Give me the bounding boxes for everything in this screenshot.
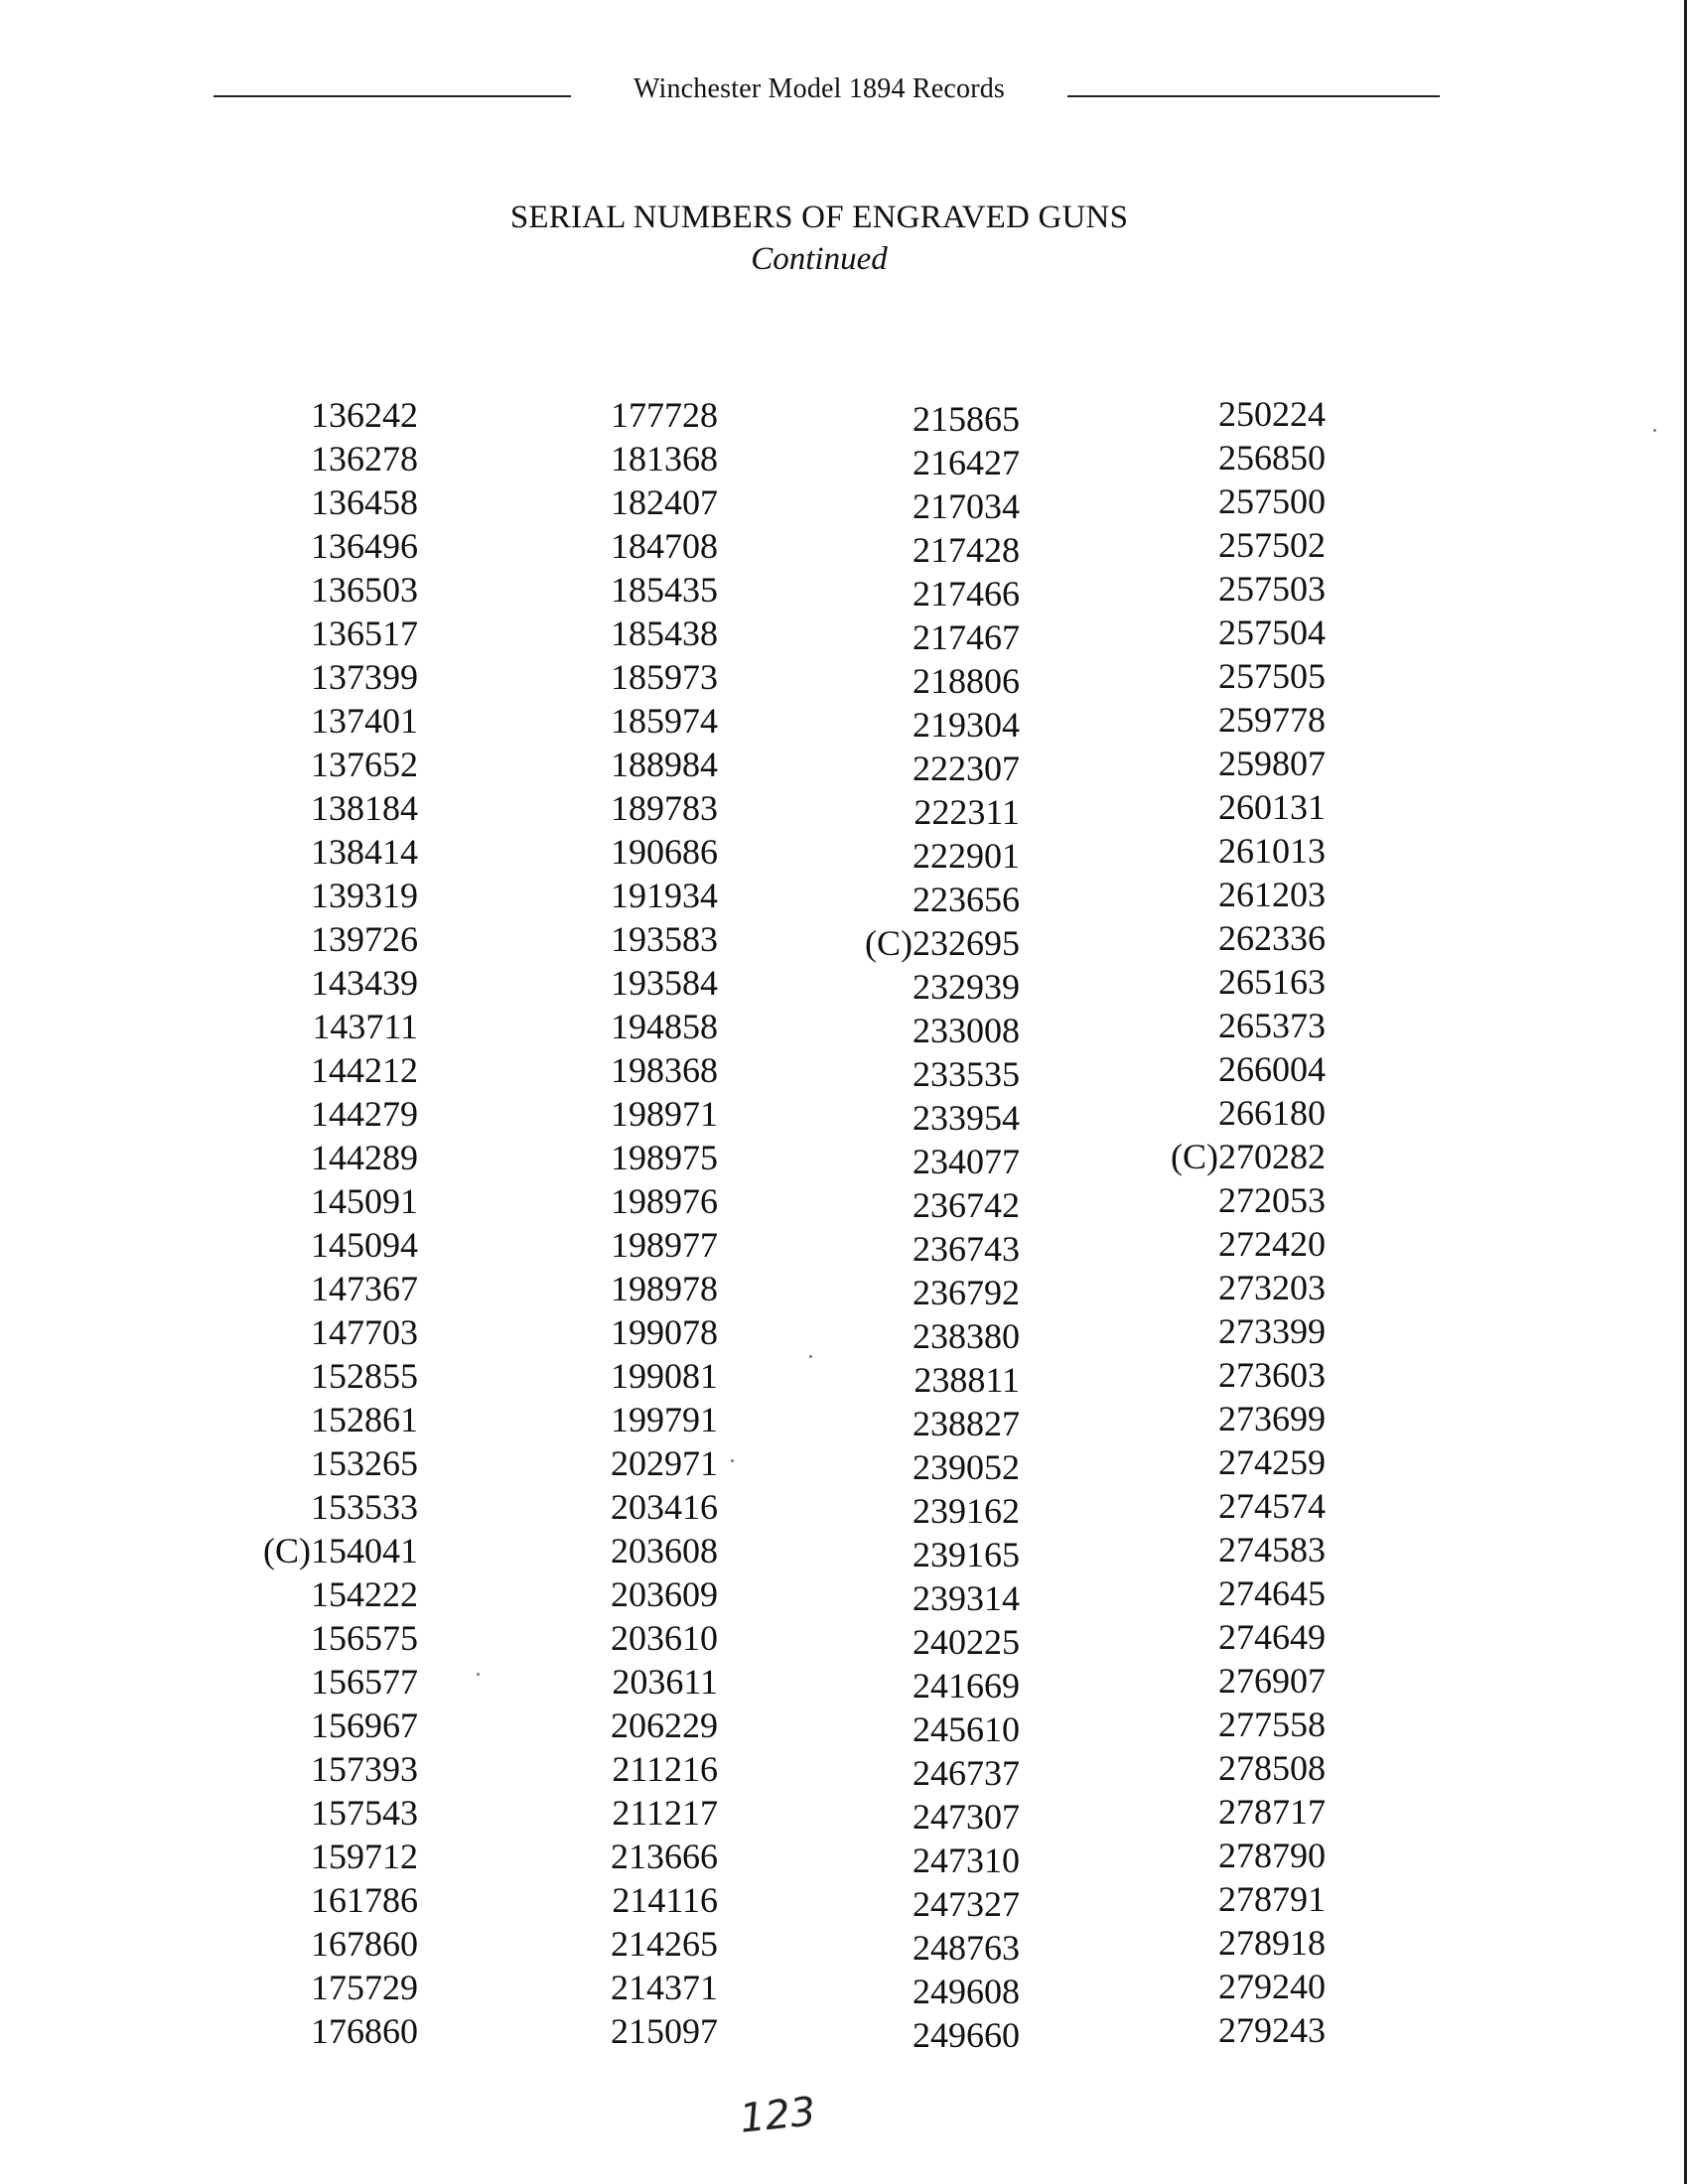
serial-number: 265373 bbox=[1218, 1006, 1326, 1045]
serial-number: 236743 bbox=[913, 1229, 1020, 1269]
serial-number: 198368 bbox=[611, 1050, 718, 1090]
serial-number: (C)270282 bbox=[1171, 1137, 1326, 1176]
serial-number: 203416 bbox=[611, 1487, 718, 1527]
serial-number: 215865 bbox=[913, 399, 1020, 439]
serial-number: 273399 bbox=[1218, 1311, 1326, 1351]
serial-number: 198971 bbox=[611, 1094, 718, 1134]
serial-number: 215097 bbox=[611, 2011, 718, 2051]
serial-number: 274649 bbox=[1218, 1617, 1326, 1657]
serial-number: 279240 bbox=[1218, 1967, 1326, 2006]
serial-number: 257502 bbox=[1218, 525, 1326, 565]
serial-number: 222311 bbox=[914, 792, 1020, 832]
serial-number: 137399 bbox=[311, 657, 418, 697]
serial-number: 185973 bbox=[611, 657, 718, 697]
serial-number: 223656 bbox=[913, 880, 1020, 919]
serial-number: 248763 bbox=[913, 1928, 1020, 1968]
serial-number: 257503 bbox=[1218, 569, 1326, 609]
serial-column-2 bbox=[480, 393, 718, 2053]
serial-number: 247310 bbox=[913, 1841, 1020, 1880]
serial-number: 266180 bbox=[1218, 1093, 1326, 1133]
serial-number: 257505 bbox=[1218, 656, 1326, 696]
serial-number: 136458 bbox=[311, 482, 418, 522]
serial-number: 278717 bbox=[1218, 1792, 1326, 1832]
serial-number: 233954 bbox=[913, 1098, 1020, 1138]
serial-number: 139726 bbox=[311, 919, 418, 959]
header-rule-right bbox=[1067, 95, 1440, 97]
serial-number: 249660 bbox=[913, 2015, 1020, 2055]
serial-number: 233535 bbox=[913, 1054, 1020, 1094]
serial-number: 262336 bbox=[1218, 918, 1326, 958]
serial-number: 274583 bbox=[1218, 1530, 1326, 1570]
serial-number: 137652 bbox=[311, 745, 418, 784]
serial-number: 175729 bbox=[311, 1968, 418, 2007]
serial-number: 193583 bbox=[611, 919, 718, 959]
scan-speck bbox=[477, 1673, 480, 1676]
serial-number: 273603 bbox=[1218, 1355, 1326, 1395]
serial-number: 278918 bbox=[1218, 1923, 1326, 1963]
serial-number: 181368 bbox=[611, 439, 718, 478]
serial-number: 144212 bbox=[311, 1050, 418, 1090]
serial-number: 182407 bbox=[611, 482, 718, 522]
serial-number: 272053 bbox=[1218, 1180, 1326, 1220]
handwritten-page-number: 123 bbox=[737, 2089, 818, 2142]
serial-number: 257500 bbox=[1218, 481, 1326, 521]
serial-number: 203609 bbox=[611, 1574, 718, 1614]
serial-number: 273203 bbox=[1218, 1268, 1326, 1307]
serial-number: 203608 bbox=[611, 1531, 718, 1570]
serial-number: 239162 bbox=[913, 1491, 1020, 1531]
serial-number: 233008 bbox=[913, 1011, 1020, 1050]
serial-number: 277558 bbox=[1218, 1705, 1326, 1744]
title-block bbox=[0, 197, 1638, 280]
serial-number: 240225 bbox=[913, 1622, 1020, 1662]
serial-number: 260131 bbox=[1218, 787, 1326, 827]
serial-number: 257504 bbox=[1218, 613, 1326, 652]
serial-number: 203610 bbox=[611, 1618, 718, 1658]
serial-number: 214116 bbox=[612, 1880, 718, 1920]
serial-number: 245610 bbox=[913, 1709, 1020, 1749]
serial-number: 222901 bbox=[913, 836, 1020, 876]
serial-number: 274574 bbox=[1218, 1486, 1326, 1526]
serial-number: 261203 bbox=[1218, 875, 1326, 914]
serial-number: 238827 bbox=[913, 1404, 1020, 1443]
serial-number: 198975 bbox=[611, 1138, 718, 1177]
page-subtitle: Continued bbox=[751, 241, 888, 277]
serial-number: 218806 bbox=[913, 661, 1020, 701]
serial-number: 145091 bbox=[311, 1181, 418, 1221]
serial-number: 217034 bbox=[913, 486, 1020, 526]
serial-number: 191934 bbox=[611, 876, 718, 915]
serial-number: 184708 bbox=[611, 526, 718, 566]
serial-number: 278790 bbox=[1218, 1836, 1326, 1875]
serial-number: 247327 bbox=[913, 1884, 1020, 1924]
serial-number: (C)154041 bbox=[263, 1531, 418, 1570]
serial-number: 261013 bbox=[1218, 831, 1326, 871]
serial-number: 198978 bbox=[611, 1269, 718, 1308]
serial-number: 156575 bbox=[311, 1618, 418, 1658]
serial-number: 193584 bbox=[611, 963, 718, 1003]
serial-number: 147367 bbox=[311, 1269, 418, 1308]
serial-number: 274645 bbox=[1218, 1573, 1326, 1613]
serial-number: 156577 bbox=[311, 1662, 418, 1702]
serial-number: 222307 bbox=[913, 749, 1020, 788]
serial-number: 157393 bbox=[311, 1749, 418, 1789]
serial-number: 247307 bbox=[913, 1797, 1020, 1837]
scan-speck bbox=[731, 1459, 734, 1462]
serial-number: 250224 bbox=[1218, 394, 1326, 434]
serial-number: 136503 bbox=[311, 570, 418, 610]
serial-number: 139319 bbox=[311, 876, 418, 915]
serial-number: 153533 bbox=[311, 1487, 418, 1527]
serial-number: 241669 bbox=[913, 1666, 1020, 1706]
serial-number: 185435 bbox=[611, 570, 718, 610]
serial-number: 199791 bbox=[611, 1400, 718, 1439]
running-header bbox=[213, 69, 1425, 113]
serial-number: 156967 bbox=[311, 1706, 418, 1745]
serial-number: 259778 bbox=[1218, 700, 1326, 740]
serial-number: 198976 bbox=[611, 1181, 718, 1221]
serial-number: 185438 bbox=[611, 614, 718, 653]
serial-number: 278791 bbox=[1218, 1879, 1326, 1919]
serial-number: 185974 bbox=[611, 701, 718, 741]
serial-column-1 bbox=[180, 393, 418, 2053]
serial-number: 278508 bbox=[1218, 1748, 1326, 1788]
serial-number: 265163 bbox=[1218, 962, 1326, 1002]
serial-number: 216427 bbox=[913, 443, 1020, 482]
serial-number: 188984 bbox=[611, 745, 718, 784]
serial-number: 138184 bbox=[311, 788, 418, 828]
serial-number: 147703 bbox=[311, 1312, 418, 1352]
serial-number: 274259 bbox=[1218, 1442, 1326, 1482]
serial-number: 239314 bbox=[913, 1578, 1020, 1618]
serial-number: 206229 bbox=[611, 1706, 718, 1745]
serial-number: 214371 bbox=[611, 1968, 718, 2007]
page-title: SERIAL NUMBERS OF ENGRAVED GUNS bbox=[509, 200, 1129, 235]
serial-number: 136496 bbox=[311, 526, 418, 566]
serial-number: 219304 bbox=[913, 705, 1020, 745]
serial-number: 157543 bbox=[311, 1793, 418, 1833]
serial-number: 177728 bbox=[611, 395, 718, 435]
serial-number: 279243 bbox=[1218, 2010, 1326, 2050]
serial-number: 213666 bbox=[611, 1837, 718, 1876]
serial-number: 259807 bbox=[1218, 744, 1326, 783]
serial-number: 256850 bbox=[1218, 438, 1326, 478]
serial-number: 198977 bbox=[611, 1225, 718, 1265]
serial-number: 249608 bbox=[913, 1972, 1020, 2011]
scan-speck bbox=[1653, 429, 1656, 432]
serial-number: 143711 bbox=[312, 1007, 418, 1046]
serial-number: 194858 bbox=[611, 1007, 718, 1046]
serial-number: 144289 bbox=[311, 1138, 418, 1177]
serial-number: 136517 bbox=[311, 614, 418, 653]
serial-number: 138414 bbox=[311, 832, 418, 872]
serial-number: 273699 bbox=[1218, 1399, 1326, 1438]
serial-number: 238811 bbox=[914, 1360, 1020, 1400]
serial-number: 152855 bbox=[311, 1356, 418, 1396]
serial-number: 144279 bbox=[311, 1094, 418, 1134]
serial-number: 217467 bbox=[913, 617, 1020, 657]
serial-number: 202971 bbox=[611, 1443, 718, 1483]
serial-number: 234077 bbox=[913, 1142, 1020, 1181]
serial-number: 176860 bbox=[311, 2011, 418, 2051]
serial-number: (C)232695 bbox=[865, 923, 1020, 963]
scan-speck bbox=[809, 1355, 812, 1358]
serial-number: 276907 bbox=[1218, 1661, 1326, 1701]
serial-number: 199078 bbox=[611, 1312, 718, 1352]
serial-number: 217428 bbox=[913, 530, 1020, 570]
serial-number: 145094 bbox=[311, 1225, 418, 1265]
serial-number: 137401 bbox=[311, 701, 418, 741]
serial-number: 167860 bbox=[311, 1924, 418, 1964]
serial-number: 246737 bbox=[913, 1753, 1020, 1793]
serial-number: 152861 bbox=[311, 1400, 418, 1439]
serial-number: 161786 bbox=[311, 1880, 418, 1920]
serial-number: 217466 bbox=[913, 574, 1020, 614]
serial-number: 203611 bbox=[612, 1662, 718, 1702]
running-head: Winchester Model 1894 Records bbox=[633, 73, 1006, 104]
serial-number: 190686 bbox=[611, 832, 718, 872]
serial-number: 159712 bbox=[311, 1837, 418, 1876]
serial-number: 136278 bbox=[311, 439, 418, 478]
serial-number: 272420 bbox=[1218, 1224, 1326, 1264]
serial-number: 154222 bbox=[311, 1574, 418, 1614]
serial-number: 189783 bbox=[611, 788, 718, 828]
page-edge bbox=[1684, 0, 1687, 2184]
serial-number: 214265 bbox=[611, 1924, 718, 1964]
serial-number: 236792 bbox=[913, 1273, 1020, 1312]
serial-number: 143439 bbox=[311, 963, 418, 1003]
serial-number: 136242 bbox=[311, 395, 418, 435]
serial-number: 239052 bbox=[913, 1447, 1020, 1487]
serial-number: 153265 bbox=[311, 1443, 418, 1483]
serial-number: 211217 bbox=[612, 1793, 718, 1833]
serial-column-4 bbox=[1087, 392, 1326, 2052]
serial-number: 238380 bbox=[913, 1316, 1020, 1356]
serial-number: 236742 bbox=[913, 1185, 1020, 1225]
serial-number: 266004 bbox=[1218, 1049, 1326, 1089]
serial-column-3 bbox=[781, 397, 1020, 2057]
serial-number: 239165 bbox=[913, 1535, 1020, 1574]
serial-number: 232939 bbox=[913, 967, 1020, 1007]
serial-number: 199081 bbox=[611, 1356, 718, 1396]
serial-number: 211216 bbox=[612, 1749, 718, 1789]
